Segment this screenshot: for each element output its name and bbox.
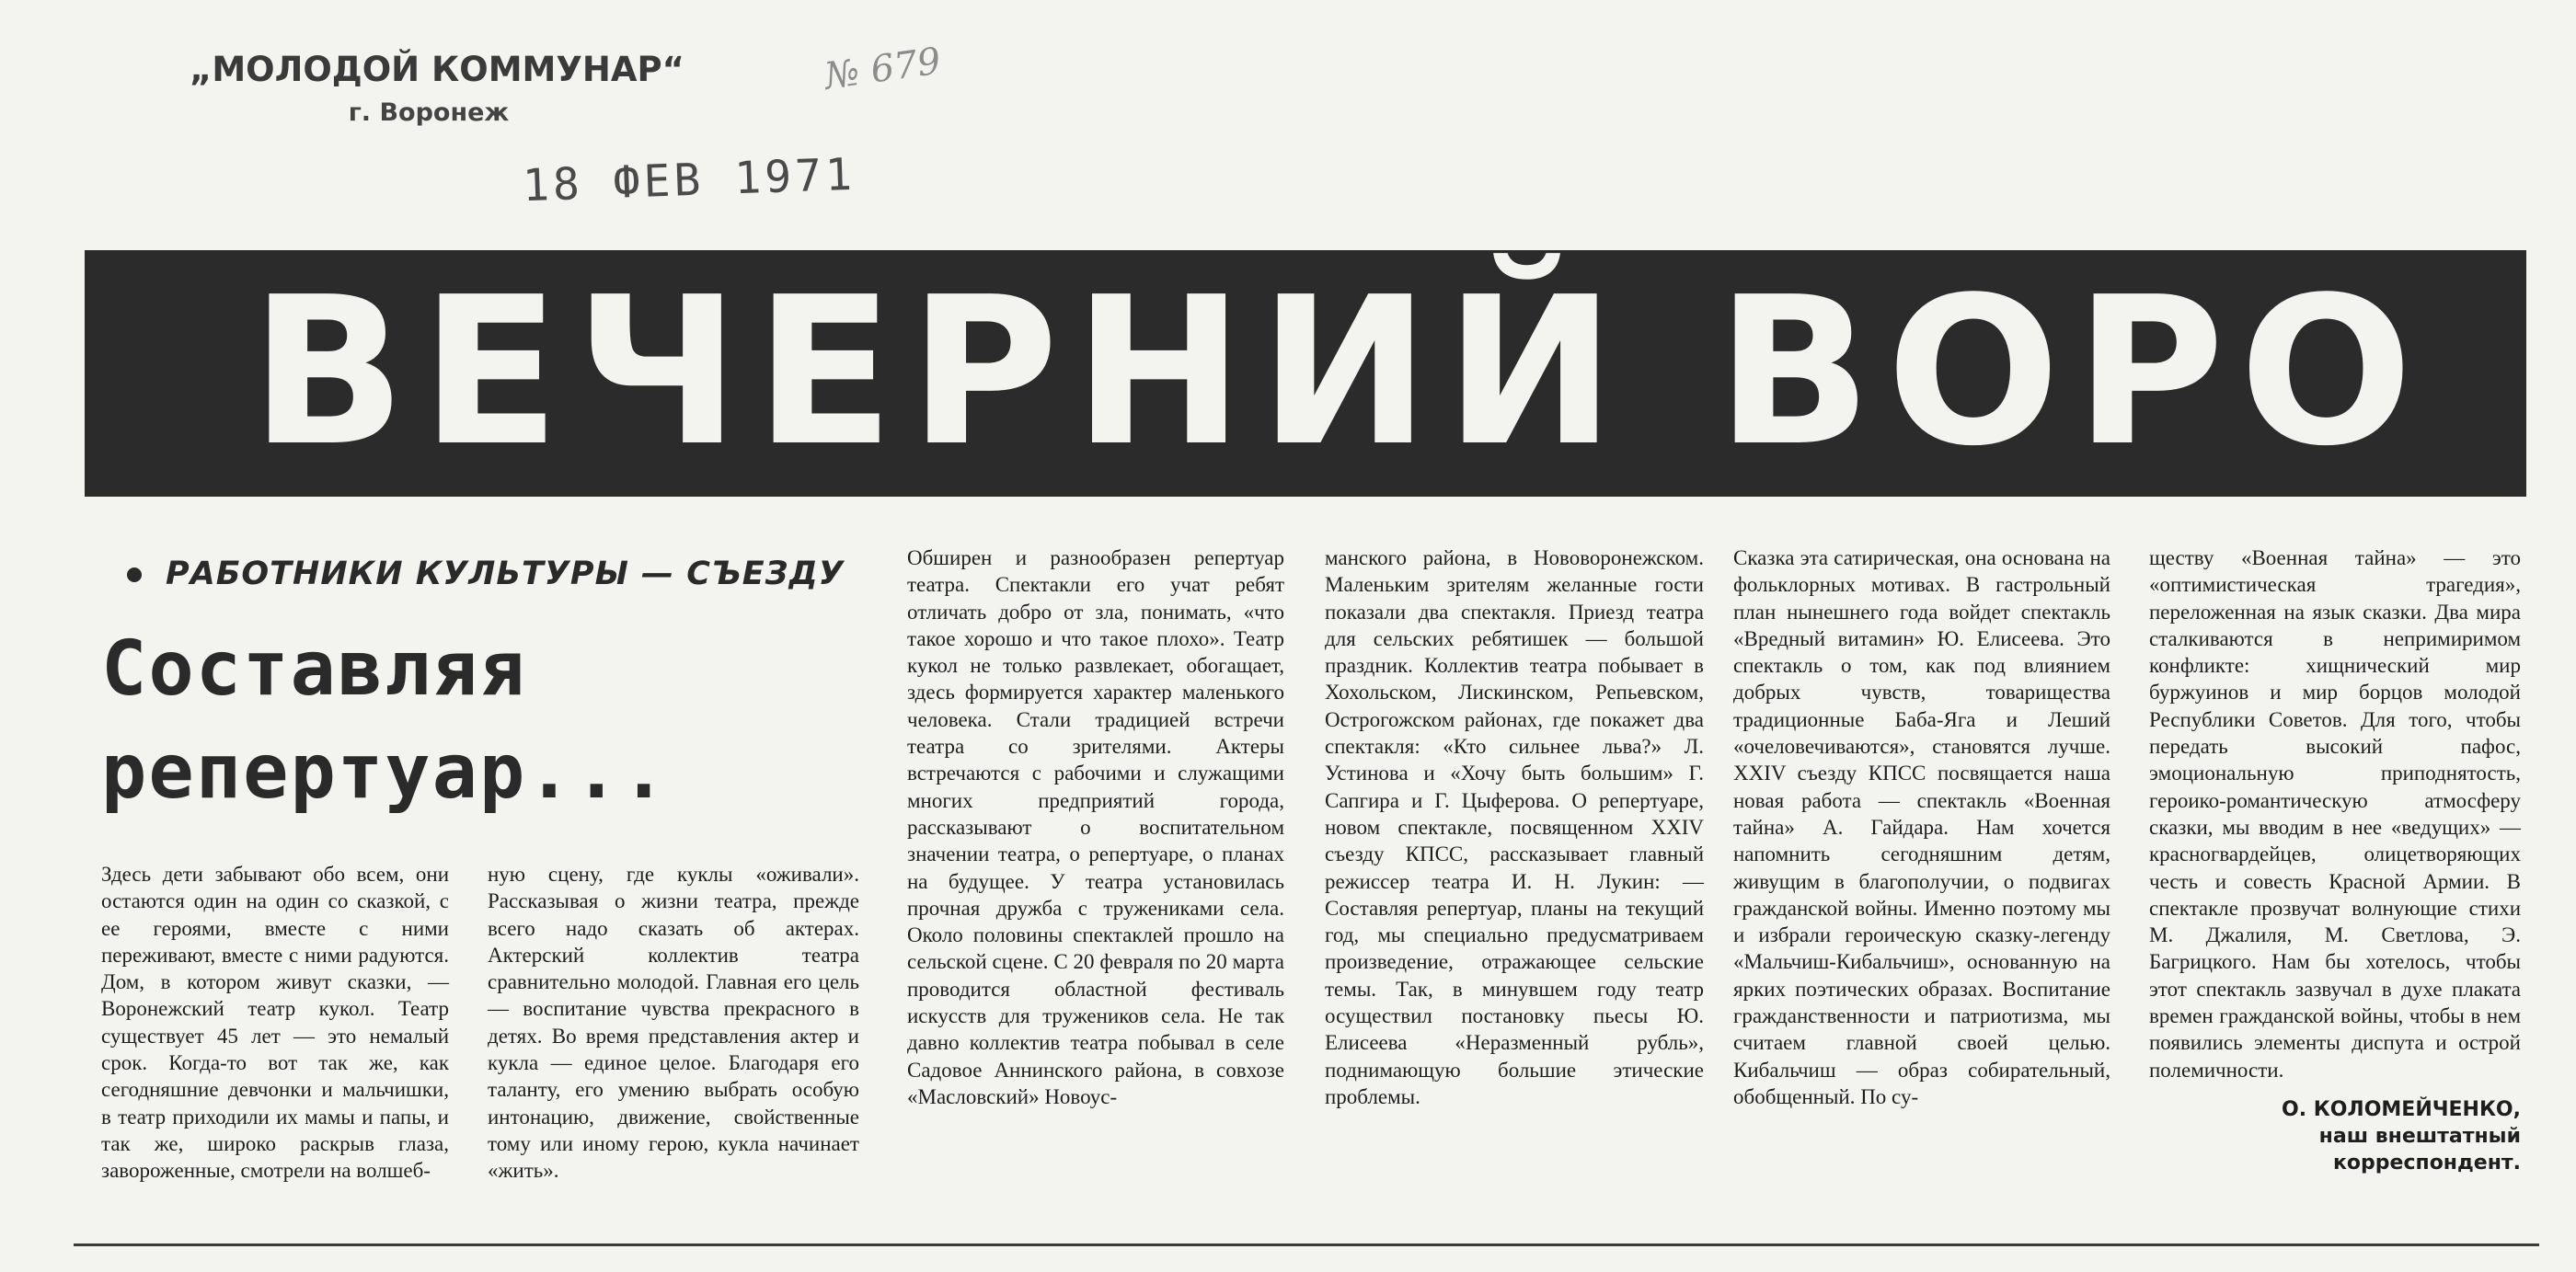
bottom-divider bbox=[74, 1243, 2539, 1246]
signature-role-1: наш внештатный bbox=[2318, 1124, 2521, 1148]
article-column-3 bbox=[907, 544, 1284, 1110]
article-column-2 bbox=[488, 861, 859, 1185]
date-stamp: 18 ФЕВ 1971 bbox=[522, 148, 857, 212]
masthead-title: ВЕЧЕРНИЙ ВОРО bbox=[250, 254, 2428, 491]
column-text: манского района, в Нововоронежском. Маленьким зрителям желанные гости показали два спектакля. Приезд театра для сельских ребятишек — большой праздник. Коллектив театра побывает в Хохольском, Лискинском, Репьевском, Острогожском районах, где покажет два спектакля: «Кто сильнее льва?» Л. Устинова и «Хочу быть большим» Г. Сапгира и Г. Цыферова. О репертуаре, новом спектакле, посвященном XXIV съезду КПСС, рассказывает главный режиссер театра И. Н. Лукин: — Составляя репертуар, планы на текущий год, мы специально предусматриваем произведение, отражающее сельские темы. Так, в минувшем году театр осуществил постановку пьесы Ю. Елисеева «Неразменный рубль», поднимающую большие этические проблемы. bbox=[1325, 546, 1704, 1108]
article-column-4 bbox=[1325, 544, 1704, 1110]
signature-name: О. КОЛОМЕЙЧЕНКО, bbox=[2282, 1097, 2521, 1121]
article-column-1 bbox=[101, 861, 449, 1185]
rubric-text: РАБОТНИКИ КУЛЬТУРЫ — СЪЕЗДУ bbox=[166, 556, 845, 592]
clipping-header bbox=[190, 50, 684, 127]
bullet-icon bbox=[127, 567, 142, 582]
column-text: ществу «Военная тайна» — это «оптимистическая трагедия», переложенная на язык сказки. Два мира сталкиваются в непримиримом конфликте: хищнический мир буржуинов и мир борцов молодой Республики Советов. Для того, чтобы передать высокий пафос, эмоциональную приподнятость, героико-романтическую атмосферу сказки, мы вводим в нее «ведущих» — красногвардейцев, олицетворяющих честь и совесть Красной Армии. В спектакле прозвучат волнующие стихи М. Джалиля, М. Светлова, Э. Багрицкого. Нам бы хотелось, чтобы этот спектакль зазвучал в духе плаката времен гражданской войны, чтобы в нем появились элементы диспута и острой полемичности. bbox=[2149, 546, 2521, 1082]
article-column-6 bbox=[2149, 544, 2521, 1176]
signature-role-2: корреспондент. bbox=[2332, 1151, 2521, 1175]
margin-note: № 679 bbox=[822, 40, 944, 98]
rubric bbox=[127, 556, 845, 592]
newspaper-name: „МОЛОДОЙ КОММУНАР“ bbox=[190, 50, 684, 89]
article-headline: Составляя репертуар... bbox=[101, 625, 669, 816]
article-column-5 bbox=[1733, 544, 2110, 1110]
column-text: ную сцену, где куклы «оживали». Рассказывая о жизни театра, прежде всего надо сказать об актерах. Актерский коллектив театра сравнительно молодой. Главная его цель — воспитание чувства прекрасного в детях. Во время представления актер и кукла — единое целое. Благодаря его таланту, его умению выбрать особую интонацию, движение, свойственные тому или иному герою, кукла начинает «жить». bbox=[488, 863, 859, 1183]
column-text: Сказка эта сатирическая, она основана на фольклорных мотивах. В гастрольный план нынешнего года войдет спектакль «Вредный витамин» Ю. Елисеева. Это спектакль о том, как под влиянием добрых чувств, товарищества традиционные Баба-Яга и Леший «очеловечиваются», становятся лучше. XXIV съезду КПСС посвящается наша новая работа — спектакль «Военная тайна» А. Гайдара. Нам хочется напомнить сегодняшним детям, живущим в благополучии, о подвигах гражданской войны. Именно поэтому мы и избрали героическую сказку-легенду «Мальчиш-Кибальчиш», основанную на ярких поэтических образах. Воспитание гражданственности и патриотизма, мы считаем главной своей целью. Кибальчиш — образ собирательный, обобщенный. По су- bbox=[1733, 546, 2110, 1108]
masthead-banner bbox=[85, 250, 2526, 497]
column-text: Обширен и разнообразен репертуар театра. Спектакли его учат ребят отличать добро от зла, понимать, «что такое хорошо и что такое плохо». Театр кукол не только развлекает, обогащает, здесь формируется характер маленького человека. Стали традицией встречи театра со зрителями. Актеры встречаются с рабочими и служащими многих предприятий города, рассказывают о воспитательном значении театра, о репертуаре, о планах на будущее. У театра установилась прочная дружба с тружениками села. Около половины спектаклей прошло на сельской сцене. С 20 февраля по 20 марта проводится областной фестиваль искусств для тружеников села. Не так давно коллектив театра побывал в селе Садовое Аннинского района, в совхозе «Масловский» Новоус- bbox=[907, 546, 1284, 1108]
newspaper-city: г. Воронеж bbox=[348, 98, 510, 127]
column-text: Здесь дети забывают обо всем, они остаются один на один со сказкой, с ее героями, вместе с ними переживают, вместе с ними радуются. Дом, в котором живут сказки, — Воронежский театр кукол. Театр существует 45 лет — это немалый срок. Когда-то вот так же, как сегодняшние девчонки и мальчишки, в театр приходили их мамы и папы, и так же, широко раскрыв глаза, завороженные, смотрели на волшеб- bbox=[101, 863, 449, 1183]
